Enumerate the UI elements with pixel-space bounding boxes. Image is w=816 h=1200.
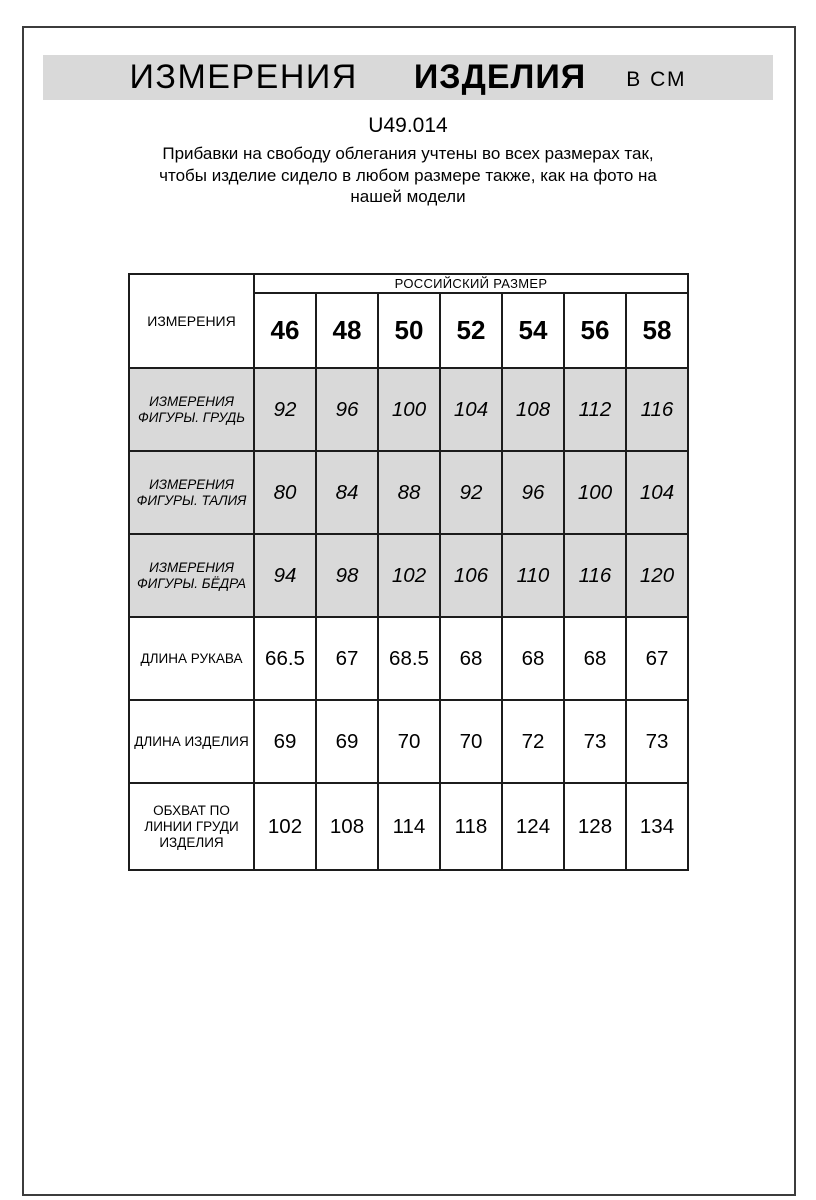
table-row xyxy=(129,700,688,783)
value-cell: 92 xyxy=(254,368,316,451)
value-cell: 94 xyxy=(254,534,316,617)
value-cell: 67 xyxy=(316,617,378,700)
row-label: ИЗМЕРЕНИЯ ФИГУРЫ. ТАЛИЯ xyxy=(129,451,254,534)
table-row xyxy=(129,783,688,870)
value-cell: 66.5 xyxy=(254,617,316,700)
size-column-header: 54 xyxy=(502,293,564,368)
value-cell: 96 xyxy=(316,368,378,451)
value-cell: 106 xyxy=(440,534,502,617)
fit-description-line: Прибавки на свободу облегания учтены во всех размерах так, xyxy=(162,144,654,163)
value-cell: 102 xyxy=(254,783,316,870)
title-units: В СМ xyxy=(626,67,687,91)
russian-size-group-label: РОССИЙСКИЙ РАЗМЕР xyxy=(254,274,688,293)
row-label: ИЗМЕРЕНИЯ ФИГУРЫ. БЁДРА xyxy=(129,534,254,617)
value-cell: 88 xyxy=(378,451,440,534)
value-cell: 70 xyxy=(440,700,502,783)
value-cell: 98 xyxy=(316,534,378,617)
article-code: U49.014 xyxy=(368,114,448,137)
value-cell: 68 xyxy=(502,617,564,700)
size-column-header: 48 xyxy=(316,293,378,368)
group-header-row xyxy=(129,274,688,293)
value-cell: 102 xyxy=(378,534,440,617)
value-cell: 110 xyxy=(502,534,564,617)
value-cell: 128 xyxy=(564,783,626,870)
size-column-header: 50 xyxy=(378,293,440,368)
table-row xyxy=(129,451,688,534)
value-cell: 68 xyxy=(564,617,626,700)
value-cell: 120 xyxy=(626,534,688,617)
size-column-header: 58 xyxy=(626,293,688,368)
value-cell: 112 xyxy=(564,368,626,451)
value-cell: 80 xyxy=(254,451,316,534)
measurements-corner-label: ИЗМЕРЕНИЯ xyxy=(129,274,254,368)
value-cell: 73 xyxy=(564,700,626,783)
value-cell: 68.5 xyxy=(378,617,440,700)
value-cell: 104 xyxy=(626,451,688,534)
table-row xyxy=(129,617,688,700)
title-measurements: ИЗМЕРЕНИЯ xyxy=(129,58,358,96)
table-row xyxy=(129,534,688,617)
fit-description-line: чтобы изделие сидело в любом размере также, как на фото на xyxy=(159,165,657,185)
value-cell: 108 xyxy=(502,368,564,451)
value-cell: 96 xyxy=(502,451,564,534)
value-cell: 100 xyxy=(378,368,440,451)
row-label: ДЛИНА ИЗДЕЛИЯ xyxy=(129,700,254,783)
value-cell: 70 xyxy=(378,700,440,783)
size-column-header: 46 xyxy=(254,293,316,368)
value-cell: 134 xyxy=(626,783,688,870)
title-product: ИЗДЕЛИЯ xyxy=(413,58,587,96)
size-column-header: 56 xyxy=(564,293,626,368)
title-bar xyxy=(43,55,773,100)
value-cell: 84 xyxy=(316,451,378,534)
row-label: ДЛИНА РУКАВА xyxy=(129,617,254,700)
value-cell: 67 xyxy=(626,617,688,700)
value-cell: 73 xyxy=(626,700,688,783)
row-label: ОБХВАТ ПО ЛИНИИ ГРУДИ ИЗДЕЛИЯ xyxy=(129,783,254,870)
value-cell: 104 xyxy=(440,368,502,451)
value-cell: 72 xyxy=(502,700,564,783)
value-cell: 69 xyxy=(316,700,378,783)
value-cell: 114 xyxy=(378,783,440,870)
row-label: ИЗМЕРЕНИЯ ФИГУРЫ. ГРУДЬ xyxy=(129,368,254,451)
value-cell: 116 xyxy=(626,368,688,451)
fit-description-line: нашей модели xyxy=(350,187,466,206)
value-cell: 69 xyxy=(254,700,316,783)
size-column-header: 52 xyxy=(440,293,502,368)
size-table xyxy=(128,273,689,871)
value-cell: 108 xyxy=(316,783,378,870)
value-cell: 100 xyxy=(564,451,626,534)
value-cell: 116 xyxy=(564,534,626,617)
value-cell: 68 xyxy=(440,617,502,700)
value-cell: 124 xyxy=(502,783,564,870)
value-cell: 92 xyxy=(440,451,502,534)
fit-description xyxy=(0,143,816,208)
value-cell: 118 xyxy=(440,783,502,870)
table-row xyxy=(129,368,688,451)
